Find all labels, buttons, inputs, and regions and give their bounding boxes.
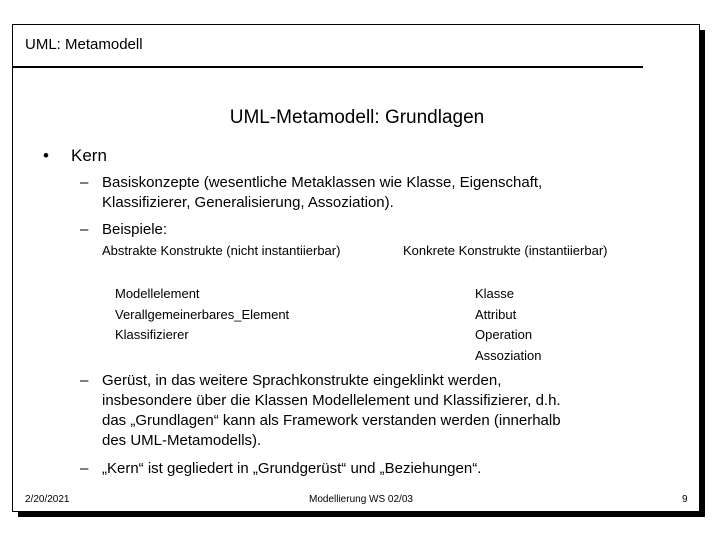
sub-item-geruest-line: des UML-Metamodells). xyxy=(102,432,262,449)
slide xyxy=(12,24,700,512)
dash-mark: – xyxy=(80,174,89,191)
abstract-item: Verallgemeinerbares_Element xyxy=(115,306,290,322)
dash-mark: – xyxy=(80,372,89,389)
sub-item-beispiele-line: Beispiele: xyxy=(102,221,168,238)
footer-center: Modellierung WS 02/03 xyxy=(309,494,413,505)
concrete-heading: Konkrete Konstrukte (instantiierbar) xyxy=(403,243,608,258)
sub-item-geruest-line: insbesondere über die Klassen Modellelement und Klassifizierer, d.h. xyxy=(102,392,561,409)
concrete-item: Operation xyxy=(475,327,533,342)
sub-item-basiskonzepte-line: Basiskonzepte (wesentliche Metaklassen wie Klasse, Eigenschaft, xyxy=(102,174,543,191)
abstract-heading: Abstrakte Konstrukte (nicht instantiierbar) xyxy=(102,243,341,258)
sub-item-kern-gliederung-line: „Kern“ ist gegliedert in „Grundgerüst“ und „Beziehungen“. xyxy=(102,460,482,477)
sub-item-basiskonzepte-line: Klassifizierer, Generalisierung, Assoziation). xyxy=(102,194,394,211)
abstract-item: Modellelement xyxy=(115,286,200,301)
header-title: UML: Metamodell xyxy=(25,36,143,53)
sub-item-geruest-line: das „Grundlagen“ kann als Framework verstanden werden (innerhalb xyxy=(102,412,561,429)
bullet-mark: • xyxy=(43,146,49,165)
sub-item-geruest-line: Gerüst, in das weitere Sprachkonstrukte eingeklinkt werden, xyxy=(102,372,502,389)
concrete-item: Assoziation xyxy=(475,347,542,363)
dash-mark: – xyxy=(80,221,89,238)
concrete-item: Attribut xyxy=(475,306,517,322)
slide-shadow-bottom xyxy=(18,512,705,517)
dash-mark: – xyxy=(80,460,89,477)
bullet-kern: Kern xyxy=(71,146,107,165)
slide-title: UML-Metamodell: Grundlagen xyxy=(229,107,485,128)
slide-shadow-right xyxy=(700,30,705,517)
footer-page-number: 9 xyxy=(682,494,688,505)
abstract-item: Klassifizierer xyxy=(115,327,189,342)
concrete-item: Klasse xyxy=(475,286,515,301)
header-divider xyxy=(13,66,643,68)
footer-date: 2/20/2021 xyxy=(25,494,70,505)
